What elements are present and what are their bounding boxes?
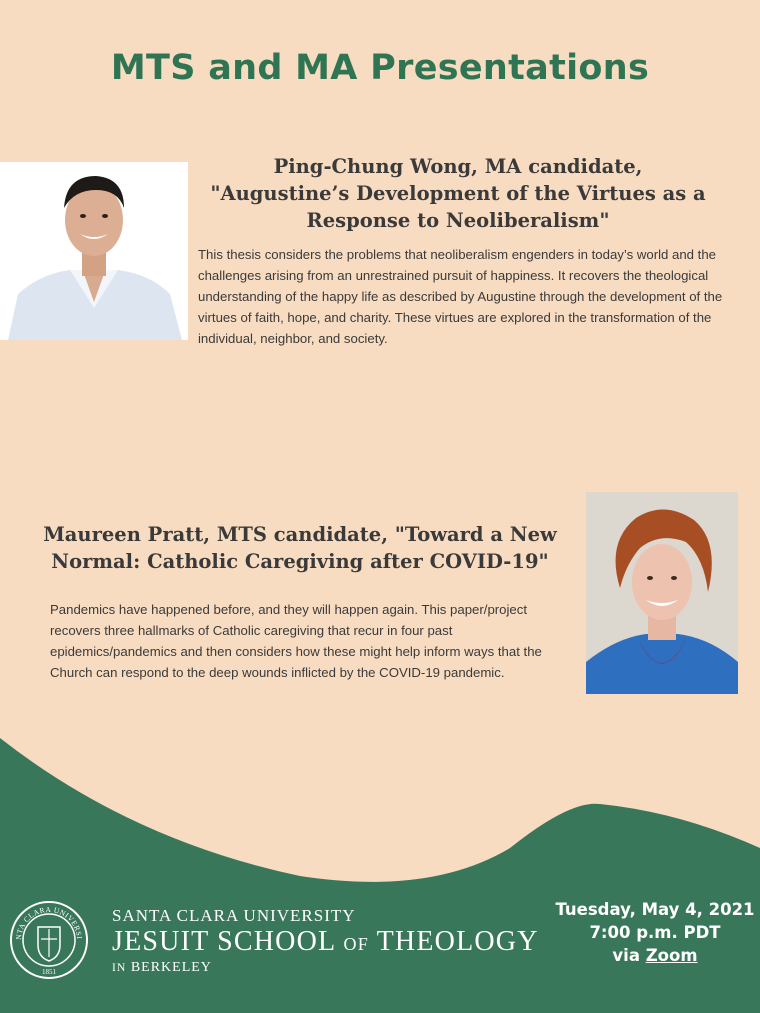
presentation-heading-wong: Ping-Chung Wong, MA candidate, "Augustine’s Development of the Virtues as a Response to Neoliberalism": [210, 155, 706, 232]
event-via-label: via: [612, 946, 646, 965]
school-line-jesuit-part2: THEOLOGY: [368, 926, 539, 957]
seal-year: 1851: [42, 968, 56, 976]
school-line-jesuit: [112, 927, 539, 959]
university-seal-icon: [8, 899, 90, 986]
school-line-berkeley-in: IN: [112, 961, 127, 974]
zoom-link[interactable]: Zoom: [645, 946, 698, 965]
presenter-photo-pratt: [586, 492, 738, 694]
school-line-jesuit-part1: JESUIT SCHOOL: [112, 926, 344, 957]
presentation-abstract-wong: This thesis considers the problems that neoliberalism engenders in today’s world and the challenges arising from an unrestrained pursuit of happiness. It recovers the theological understanding of the happy life as described by Augustine through the development of the virtues of faith, hope, and charity. These virtues are explored in the transformation of the individual, neighbor, and society.: [198, 247, 723, 346]
school-line-jesuit-of: OF: [343, 934, 369, 954]
presentation-abstract-pratt: Pandemics have happened before, and they will happen again. This paper/project recovers three hallmarks of Catholic caregiving that recur in four past epidemics/pandemics and then considers how these might help inform ways that the Church can respond to the deep wounds inflicted by the COVID-19 pandemic.: [50, 602, 542, 680]
seal-text: NTA CLARA UNIVERSI: [13, 904, 85, 941]
school-line-berkeley: [112, 959, 539, 977]
presenter-photo-wong: [0, 162, 188, 340]
school-wordmark: [112, 905, 539, 977]
presentation-heading-pratt: Maureen Pratt, MTS candidate, "Toward a New Normal: Catholic Caregiving after COVID-19": [43, 523, 557, 573]
page-title: MTS and MA Presentations: [110, 48, 650, 88]
svg-text:SANTA CLARA UNIVERSITY: [8, 899, 84, 940]
event-venue: [552, 944, 758, 967]
school-line-university: SANTA CLARA UNIVERSITY: [112, 906, 356, 925]
event-time: 7:00 p.m. PDT: [589, 923, 721, 942]
event-details: [552, 898, 758, 967]
event-date: Tuesday, May 4, 2021: [555, 900, 755, 919]
school-line-berkeley-city: BERKELEY: [126, 960, 212, 975]
